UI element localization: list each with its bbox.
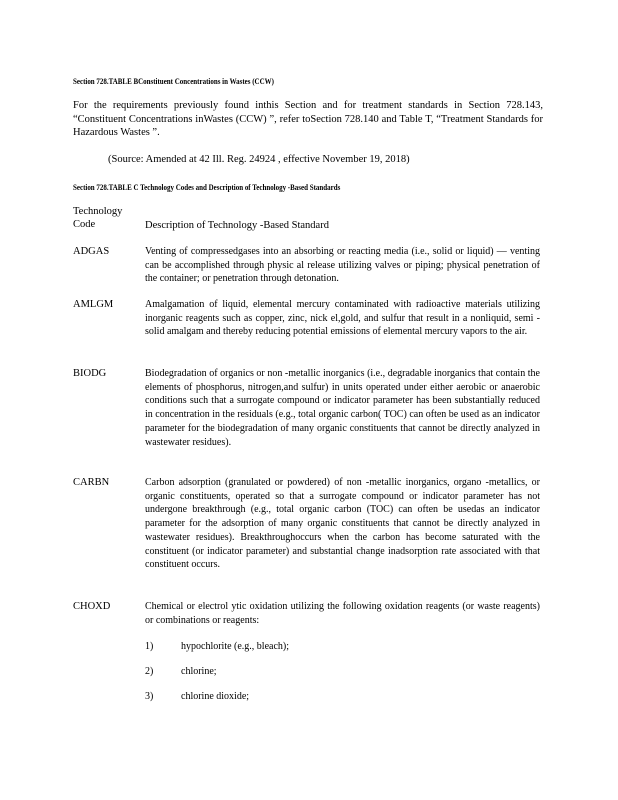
list-item-text: chlorine dioxide; (181, 691, 250, 702)
row-desc-choxd: Chemical or electrol ytic oxidation utilizing the following oxidation reagents (or waste reagents) or combinations or reagents: (145, 601, 540, 626)
row-desc-biodg: Biodegradation of organics or non -metallic inorganics (i.e., degradable inorganics that contain the elements of phosphorus, nitrogen,and sulfur) in units operated under either aerobic or anaerobic conditions such that a surrogate compound or indicator parameter has been substantially reduced in concentration in the residuals (e.g., total organic carbon( TOC) can often be used as an indicator parameter for the biodegradation of many organic constituents that cannot be directly analyzed in wastewater residues). (145, 368, 540, 448)
list-item-number: 2) (145, 666, 154, 677)
row-code-choxd: CHOXD (73, 601, 111, 612)
list-item-number: 3) (145, 691, 154, 702)
table-b-heading: Section 728.TABLE BConstituent Concentrations in Wastes (CCW) (73, 76, 274, 86)
row-desc-amlgm: Amalgamation of liquid, elemental mercury contaminated with radioactive materials utilizing inorganic reagents such as copper, zinc, nick el,gold, and sulfur that result in a nonliquid, semi -solid amalgam and thereby reducing potential emissions of elemental mercury vapors to the air. (145, 299, 540, 338)
table-b-paragraph: For the requirements previously found inthis Section and for treatment standards in Section 728.143, “Constituent Concentrations inWastes (CCW) ”, refer toSection 728.140 and Table T, “Treatment Standards for Hazardous Wastes ”. (73, 100, 543, 138)
column-header-description: Description of Technology -Based Standard (145, 220, 329, 231)
table-c-heading: Section 728.TABLE C Technology Codes and Description of Technology -Based Standards (73, 182, 341, 192)
list-item-text: hypochlorite (e.g., bleach); (181, 641, 290, 652)
row-code-biodg: BIODG (73, 368, 107, 379)
source-note: (Source: Amended at 42 Ill. Reg. 24924 , effective November 19, 2018) (108, 154, 410, 165)
row-desc-adgas: Venting of compressedgases into an absorbing or reacting media (i.e., solid or liquid) — venting can be accomplished through physic al release utilizing valves or piping; physical penetration of the container; or penetration through detonation. (145, 246, 540, 285)
column-header-code: Technology Code (73, 206, 123, 230)
row-code-carbn: CARBN (73, 477, 110, 488)
row-code-adgas: ADGAS (73, 246, 110, 257)
list-item-text: chlorine; (181, 666, 217, 677)
list-item-number: 1) (145, 641, 154, 652)
row-code-amlgm: AMLGM (73, 299, 114, 310)
row-desc-carbn: Carbon adsorption (granulated or powdered) of non -metallic inorganics, organo -metallics, or organic constituents, operated so that a surrogate compound or indicator parameter has not undergone breakthrough (e.g., total organic carbon (TOC) can often be usedas an indicator parameter for the adsorption of many organic constituents that cannot be directly analyzed in wastewater residues). Breakthroughoccurs when the carbon has become saturated with the constituent (or indicator parameter) and substantial change inadsorption rate associated with that constituent occurs. (145, 477, 540, 571)
